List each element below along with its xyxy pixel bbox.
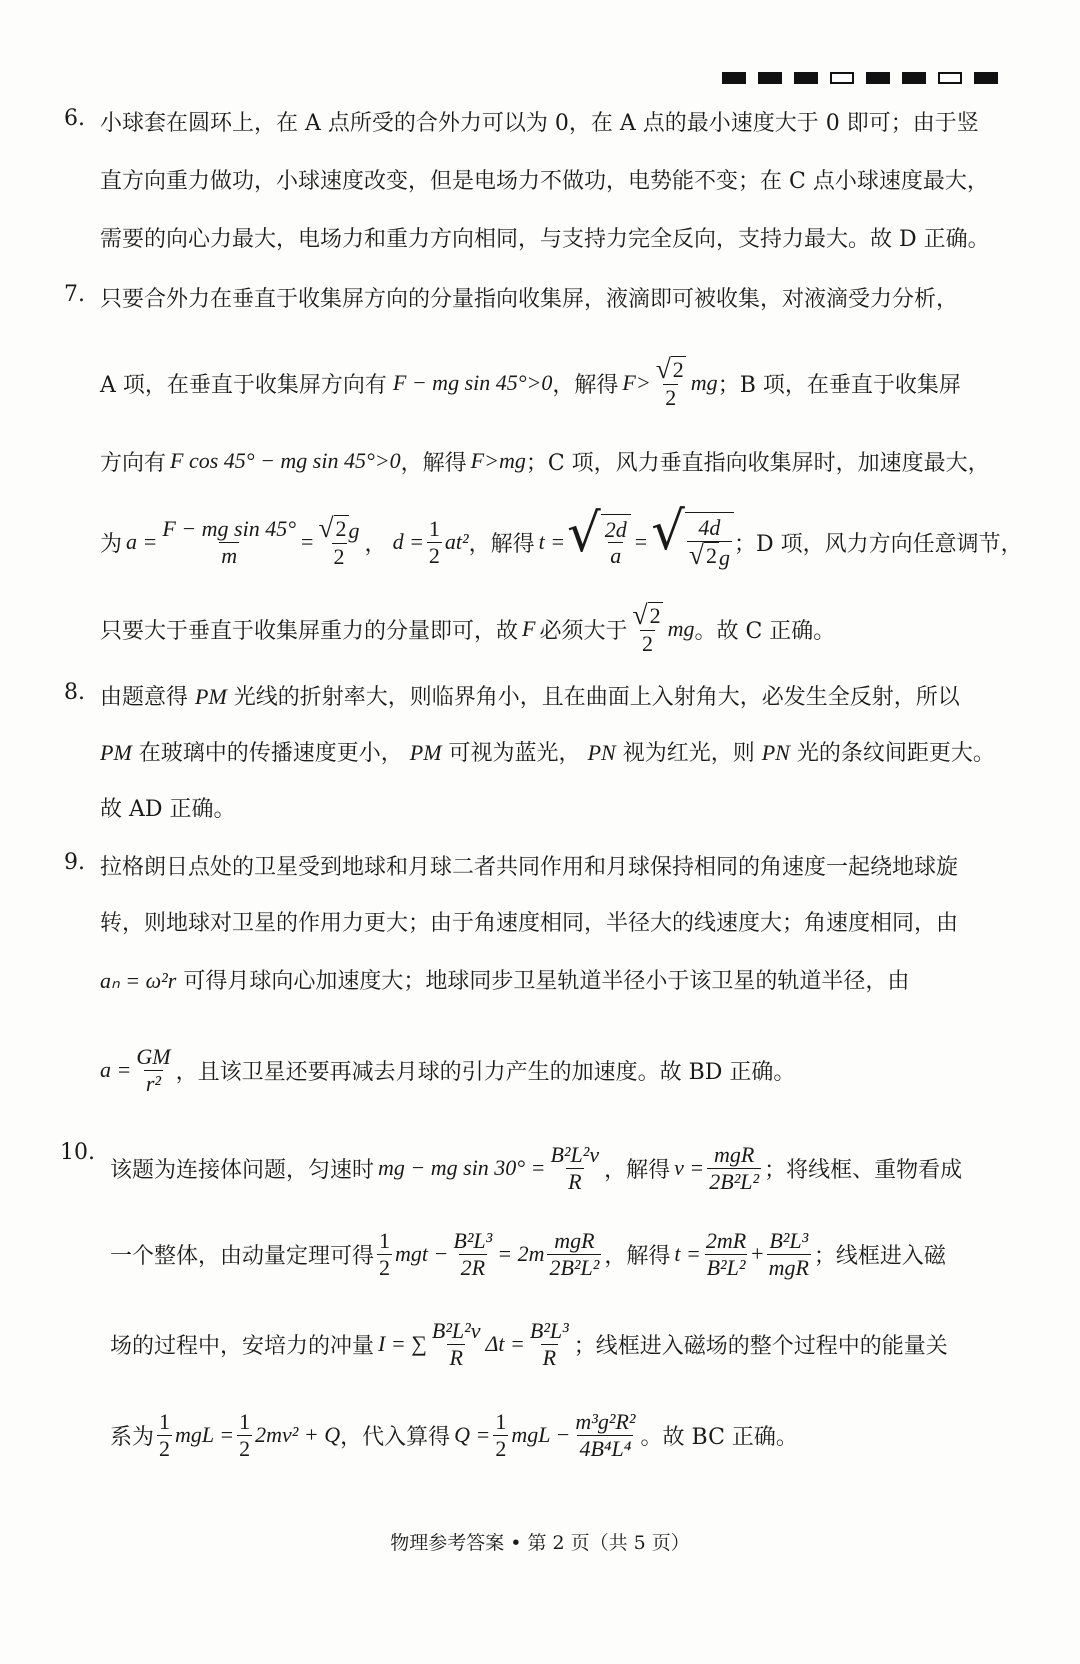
fraction: $\frac{1}{2}$: [379, 1228, 391, 1280]
text-line: PM 在玻璃中的传播速度更小， PM 可视为蓝光， PN 视为红光，则 PN 光的条纹间距更大。: [100, 740, 995, 766]
fraction: $\frac{1}{2}$: [428, 516, 440, 568]
fraction: $\frac{\text{m³g²R²}}{\text{4B⁴L⁴}}$: [575, 1409, 636, 1461]
fraction: $\frac{GM}{\text{r²}}$: [136, 1044, 171, 1096]
marker-block-filled: [722, 72, 746, 84]
page-marker-strip: [722, 72, 998, 84]
fraction: $\frac{\text{mgR}}{\text{2B²L²}}$: [709, 1142, 760, 1194]
text-line: 转，则地球对卫星的作用力更大；由于角速度相同，半径大的线速度大；角速度相同，由: [100, 911, 959, 936]
formula-line: 系为 $\frac{1}{2}$ mgL = $\frac{1}{2}$ 2mv² + Q ，代入算得 Q = $\frac{1}{2}$ mgL − $\frac{\text{m³g²R²}}{\text{4B⁴L⁴}}$ 。故 BC 正确。: [110, 1409, 798, 1461]
fraction: √ 2 2: [632, 598, 661, 656]
square-root: √ 4d √ 2 g: [651, 512, 734, 572]
fraction: $\frac{1}{2}$: [239, 1409, 251, 1461]
text-line: 由题意得 PM 光线的折射率大，则临界角小，且在曲面上入射角大，必发生全反射，所以: [100, 684, 960, 710]
fraction: $\frac{\text{B²L²v}}{R}$: [550, 1142, 600, 1194]
page-footer: 物理参考答案 • 第 2 页（共 5 页）: [390, 1532, 690, 1554]
text-line: 直方向重力做功，小球速度改变，但是电场力不做功，电势能不变；在 C 点小球速度最大，: [100, 169, 989, 194]
fraction: $\frac{1}{2}$: [159, 1409, 171, 1461]
answer-item-10: [60, 1126, 1020, 1480]
fraction: $\frac{\text{mgR}}{\text{2B²L²}}$: [549, 1228, 600, 1280]
formula-line: A 项，在垂直于收集屏方向有 F − mg sin 45°>0 ，解得 F> √ 2 2 mg ；B 项，在垂直于收集屏: [100, 352, 961, 410]
marker-block-filled: [902, 72, 926, 84]
marker-block-filled: [866, 72, 890, 84]
fraction: $\frac{\text{B²L³}}{R}$: [529, 1318, 569, 1370]
answer-item-9: [60, 850, 1020, 1114]
square-root: √ $\frac{2d}{a}$: [567, 514, 631, 571]
fraction: $\frac{\text{B²L²v}}{R}$: [431, 1318, 481, 1370]
answer-item-7: [60, 282, 1023, 672]
fraction: √ 2 2: [655, 352, 684, 410]
fraction: $\frac{2mR}{\text{B²L²}}$: [705, 1228, 747, 1280]
item-number: 10.: [60, 1140, 95, 1165]
fraction: $\frac{1}{2}$: [495, 1409, 507, 1461]
answer-page: [60, 100, 1023, 1480]
marker-block-empty: [830, 72, 854, 84]
marker-block-empty: [938, 72, 962, 84]
item-number: 6.: [64, 106, 85, 131]
formula-line: 方向有 F cos 45° − mg sin 45°>0 ，解得 F>mg ；C 项，风力垂直指向收集屏时，加速度最大，: [100, 448, 990, 476]
text-line: 只要合外力在垂直于收集屏方向的分量指向收集屏，液滴即可被收集，对液滴受力分析，: [100, 287, 959, 312]
formula-line: 只要大于垂直于收集屏重力的分量即可，故 F 必须大于 √ 2 2 mg 。故 C 正确。: [100, 598, 836, 656]
marker-block-filled: [758, 72, 782, 84]
item-number: 8.: [64, 680, 85, 705]
item-number: 9.: [64, 850, 85, 875]
formula-line: 该题为连接体问题，匀速时 mg − mg sin 30° = $\frac{\text{B²L²v}}{R}$ ，解得 v = $\frac{\text{mgR}}{\text{2B²L²}}$ ；将线框、重物看成: [110, 1142, 963, 1194]
formula-line: a = $\frac{GM}{\text{r²}}$ ，且该卫星还要再减去月球的引力产生的加速度。故 BD 正确。: [100, 1044, 796, 1096]
formula-line: 场的过程中，安培力的冲量 I = ∑ $\frac{\text{B²L²v}}{R}$ Δt = $\frac{\text{B²L³}}{R}$ ；线框进入磁场的整个过程中的能量关: [110, 1318, 948, 1370]
fraction: $\frac{\text{F − mg sin 45°}}{m}$: [162, 516, 297, 568]
inequality-formula: F − mg sin 45°>0: [392, 370, 553, 395]
fraction: √ 2 g 2: [318, 511, 360, 569]
marker-block-filled: [974, 72, 998, 84]
answer-item-8: [60, 680, 1020, 850]
formula-line: 一个整体，由动量定理可得 $\frac{1}{2}$ mgt − $\frac{\text{B²L³}}{2R}$ = 2m $\frac{\text{mgR}}{\text{2B²L²}}$ ，解得 t = $\frac{2mR}{\text{B²L²}}$ + $\frac{\text{B²L³}}{\text{mgR}}$ ；线框进入磁: [110, 1228, 946, 1280]
item-number: 7.: [64, 282, 85, 307]
text-line: aₙ = ω²r 可得月球向心加速度大；地球同步卫星轨道半径小于该卫星的轨道半径，由: [100, 968, 910, 994]
text-line: 拉格朗日点处的卫星受到地球和月球二者共同作用和月球保持相同的角速度一起绕地球旋: [100, 855, 959, 880]
fraction: $\frac{\text{B²L³}}{2R}$: [453, 1228, 493, 1280]
fraction: $\frac{\text{B²L³}}{\text{mgR}}$: [768, 1228, 809, 1280]
text-line: 故 AD 正确。: [100, 797, 236, 822]
text-line: 小球套在圆环上，在 A 点所受的合外力可以为 0，在 A 点的最小速度大于 0 即可；由于竖: [100, 111, 979, 136]
answer-item-6: [60, 106, 1020, 282]
formula-line: 为 a = $\frac{\text{F − mg sin 45°}}{m}$ = √ 2 g 2 ， d = $\frac{1}{2}$ at² ，解得 t = √ $\frac{2d}{a}$ = √ 4d √ 2 g ；D 项，风力方向任意调节，: [100, 498, 1020, 586]
marker-block-filled: [794, 72, 818, 84]
text-line: 需要的向心力最大，电场力和重力方向相同，与支持力完全反向，支持力最大。故 D 正确。: [100, 227, 990, 252]
